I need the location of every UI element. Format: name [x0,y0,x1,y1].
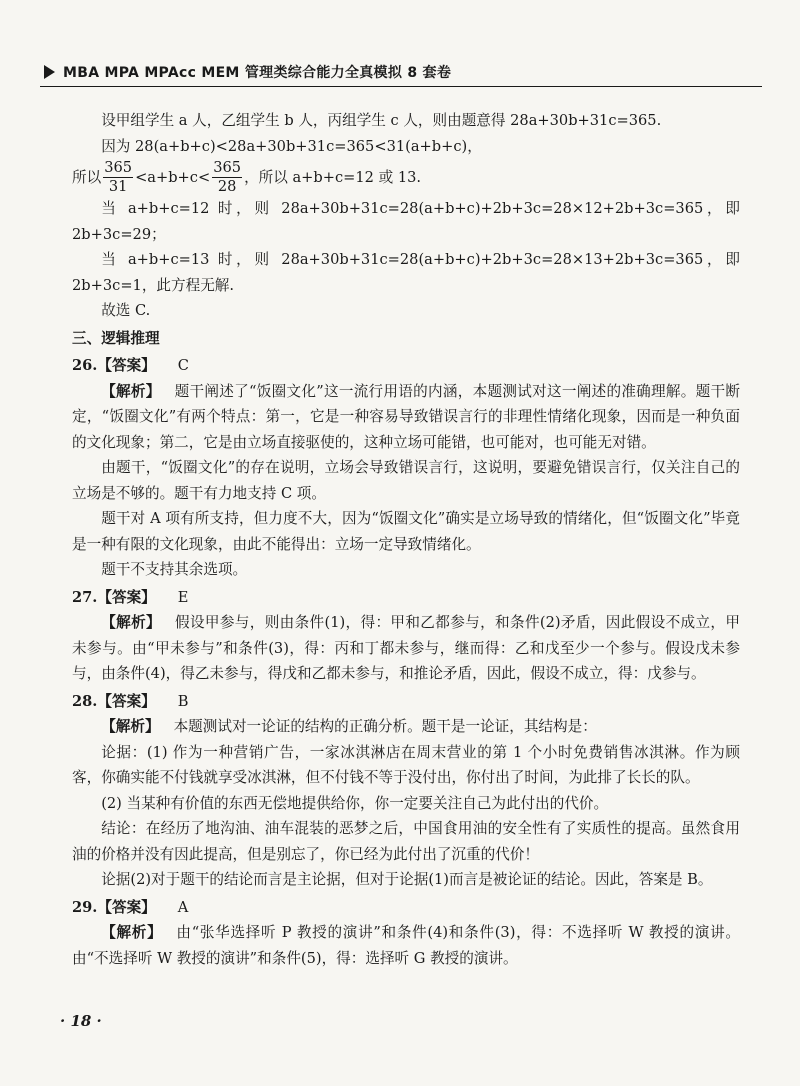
answer-value: C [177,357,189,374]
triangle-marker-icon [44,65,55,79]
fraction-denominator: 28 [217,178,237,195]
answer-value: A [177,898,189,916]
q26-analysis-3: 题干对 A 项有所支持，但力度不大，因为“饭圈文化”确实是立场导致的情绪化，但“饭圈文化”毕竟是一种有限的文化现象，由此不能得出：立场一定导致情绪化。 [72,510,740,553]
math-line-1: 设甲组学生 a 人，乙组学生 b 人，丙组学生 c 人，则由题意得 28a+30b+31c=365. [101,112,662,129]
math-line-6: 故选 C. [101,302,151,319]
question-number: 29. [72,898,98,916]
math-line-4: 当 a+b+c=12 时，则 28a+30b+31c=28(a+b+c)+2b+3c=28×12+2b+3c=365，即 2b+3c=29； [72,200,740,243]
analysis-label: 【解析】 [101,718,160,735]
fraction-numerator: 365 [213,159,242,176]
analysis-text: 由“张华选择听 P 教授的演讲”和条件(4)和条件(3)，得：不选择听 W 教授的演讲。由“不选择听 W 教授的演讲”和条件(5)，得：选择听 G 教授的演讲。 [72,924,740,967]
q28-analysis-1 [72,714,740,740]
q29-analysis-1 [72,920,740,971]
fraction-365-28 [212,159,242,196]
answer-label: 【答案】 [97,588,156,606]
page-body [72,108,740,971]
page-number: · 18 · [60,1012,102,1030]
analysis-text: 假设甲参与，则由条件(1)，得：甲和乙都参与，和条件(2)矛盾，因此假设不成立，甲未参与。由“甲未参与”和条件(3)，得：丙和丁都未参与，继而得：乙和戊至少一个参与。假设戊未参与，由条件(4)，得乙未参与，得戊和乙都未参与，和推论矛盾，因此，假设不成立，得：戊参与。 [72,614,740,682]
answer-value: B [177,692,189,710]
q29-answer [72,895,740,921]
analysis-label: 【解析】 [101,614,161,631]
math-line-3-mid: <a+b+c< [135,168,211,186]
running-header [44,62,760,82]
section-title: 三、逻辑推理 [72,329,160,347]
fraction-365-31 [103,159,133,196]
question-number: 28. [72,692,98,710]
math-line-3-pre: 所以 [72,168,102,186]
math-line-3-post: ，所以 a+b+c=12 或 13. [244,168,422,186]
q26-answer [72,353,740,379]
q26-analysis-1 [72,379,740,456]
answer-label: 【答案】 [97,692,156,710]
header-rule [40,86,762,87]
math-line-5: 当 a+b+c=13 时，则 28a+30b+31c=28(a+b+c)+2b+3c=28×13+2b+3c=365，即 2b+3c=1，此方程无解. [72,251,740,294]
answer-label: 【答案】 [97,357,156,374]
q28-analysis-5: 论据(2)对于题干的结论而言是主论据，但对于论据(1)而言是被论证的结论。因此，答案是 B。 [101,871,713,888]
q27-analysis-1 [72,610,740,687]
q28-analysis-3: (2) 当某种有价值的东西无偿地提供给你，你一定要关注自己为此付出的代价。 [101,794,609,812]
fraction-numerator: 365 [104,159,133,176]
question-number: 26. [72,357,98,374]
analysis-text: 题干阐述了“饭圈文化”这一流行用语的内涵，本题测试对这一阐述的准确理解。题干断定，“饭圈文化”有两个特点：第一，它是一种容易导致错误言行的非理性情绪化现象，因而是一种负面的文化现象；第二，它是由立场直接驱使的，这种立场可能错，也可能对，也可能无对错。 [72,382,740,451]
q26-analysis-4: 题干不支持其余选项。 [101,561,248,578]
analysis-label: 【解析】 [101,382,161,400]
answer-label: 【答案】 [97,898,156,916]
answer-value: E [177,588,189,606]
header-title: MBA MPA MPAcc MEM 管理类综合能力全真模拟 8 套卷 [63,65,452,81]
q28-analysis-2: 论据：(1) 作为一种营销广告，一家冰淇淋店在周末营业的第 1 个小时免费销售冰淇淋。作为顾客，你确实能不付钱就享受冰淇淋，但不付钱不等于没付出，你付出了时间，为此排了长长的队。 [72,743,740,786]
analysis-text: 本题测试对一论证的结构的正确分析。题干是一论证，其结构是： [173,718,597,735]
question-number: 27. [72,588,98,606]
fraction-denominator: 31 [108,178,128,195]
q26-analysis-2: 由题干，“饭圈文化”的存在说明，立场会导致错误言行，这说明，要避免错误言行，仅关注自己的立场是不够的。题干有力地支持 C 项。 [72,459,740,502]
q27-answer [72,585,740,611]
math-line-2: 因为 28(a+b+c)<28a+30b+31c=365<31(a+b+c)， [101,137,482,155]
math-line-3 [72,159,740,196]
q28-answer [72,689,740,715]
q28-analysis-4: 结论：在经历了地沟油、油车混装的恶梦之后，中国食用油的安全性有了实质性的提高。虽然食用油的价格并没有因此提高，但是别忘了，你已经为此付出了沉重的代价！ [72,820,740,863]
analysis-label: 【解析】 [101,924,163,941]
